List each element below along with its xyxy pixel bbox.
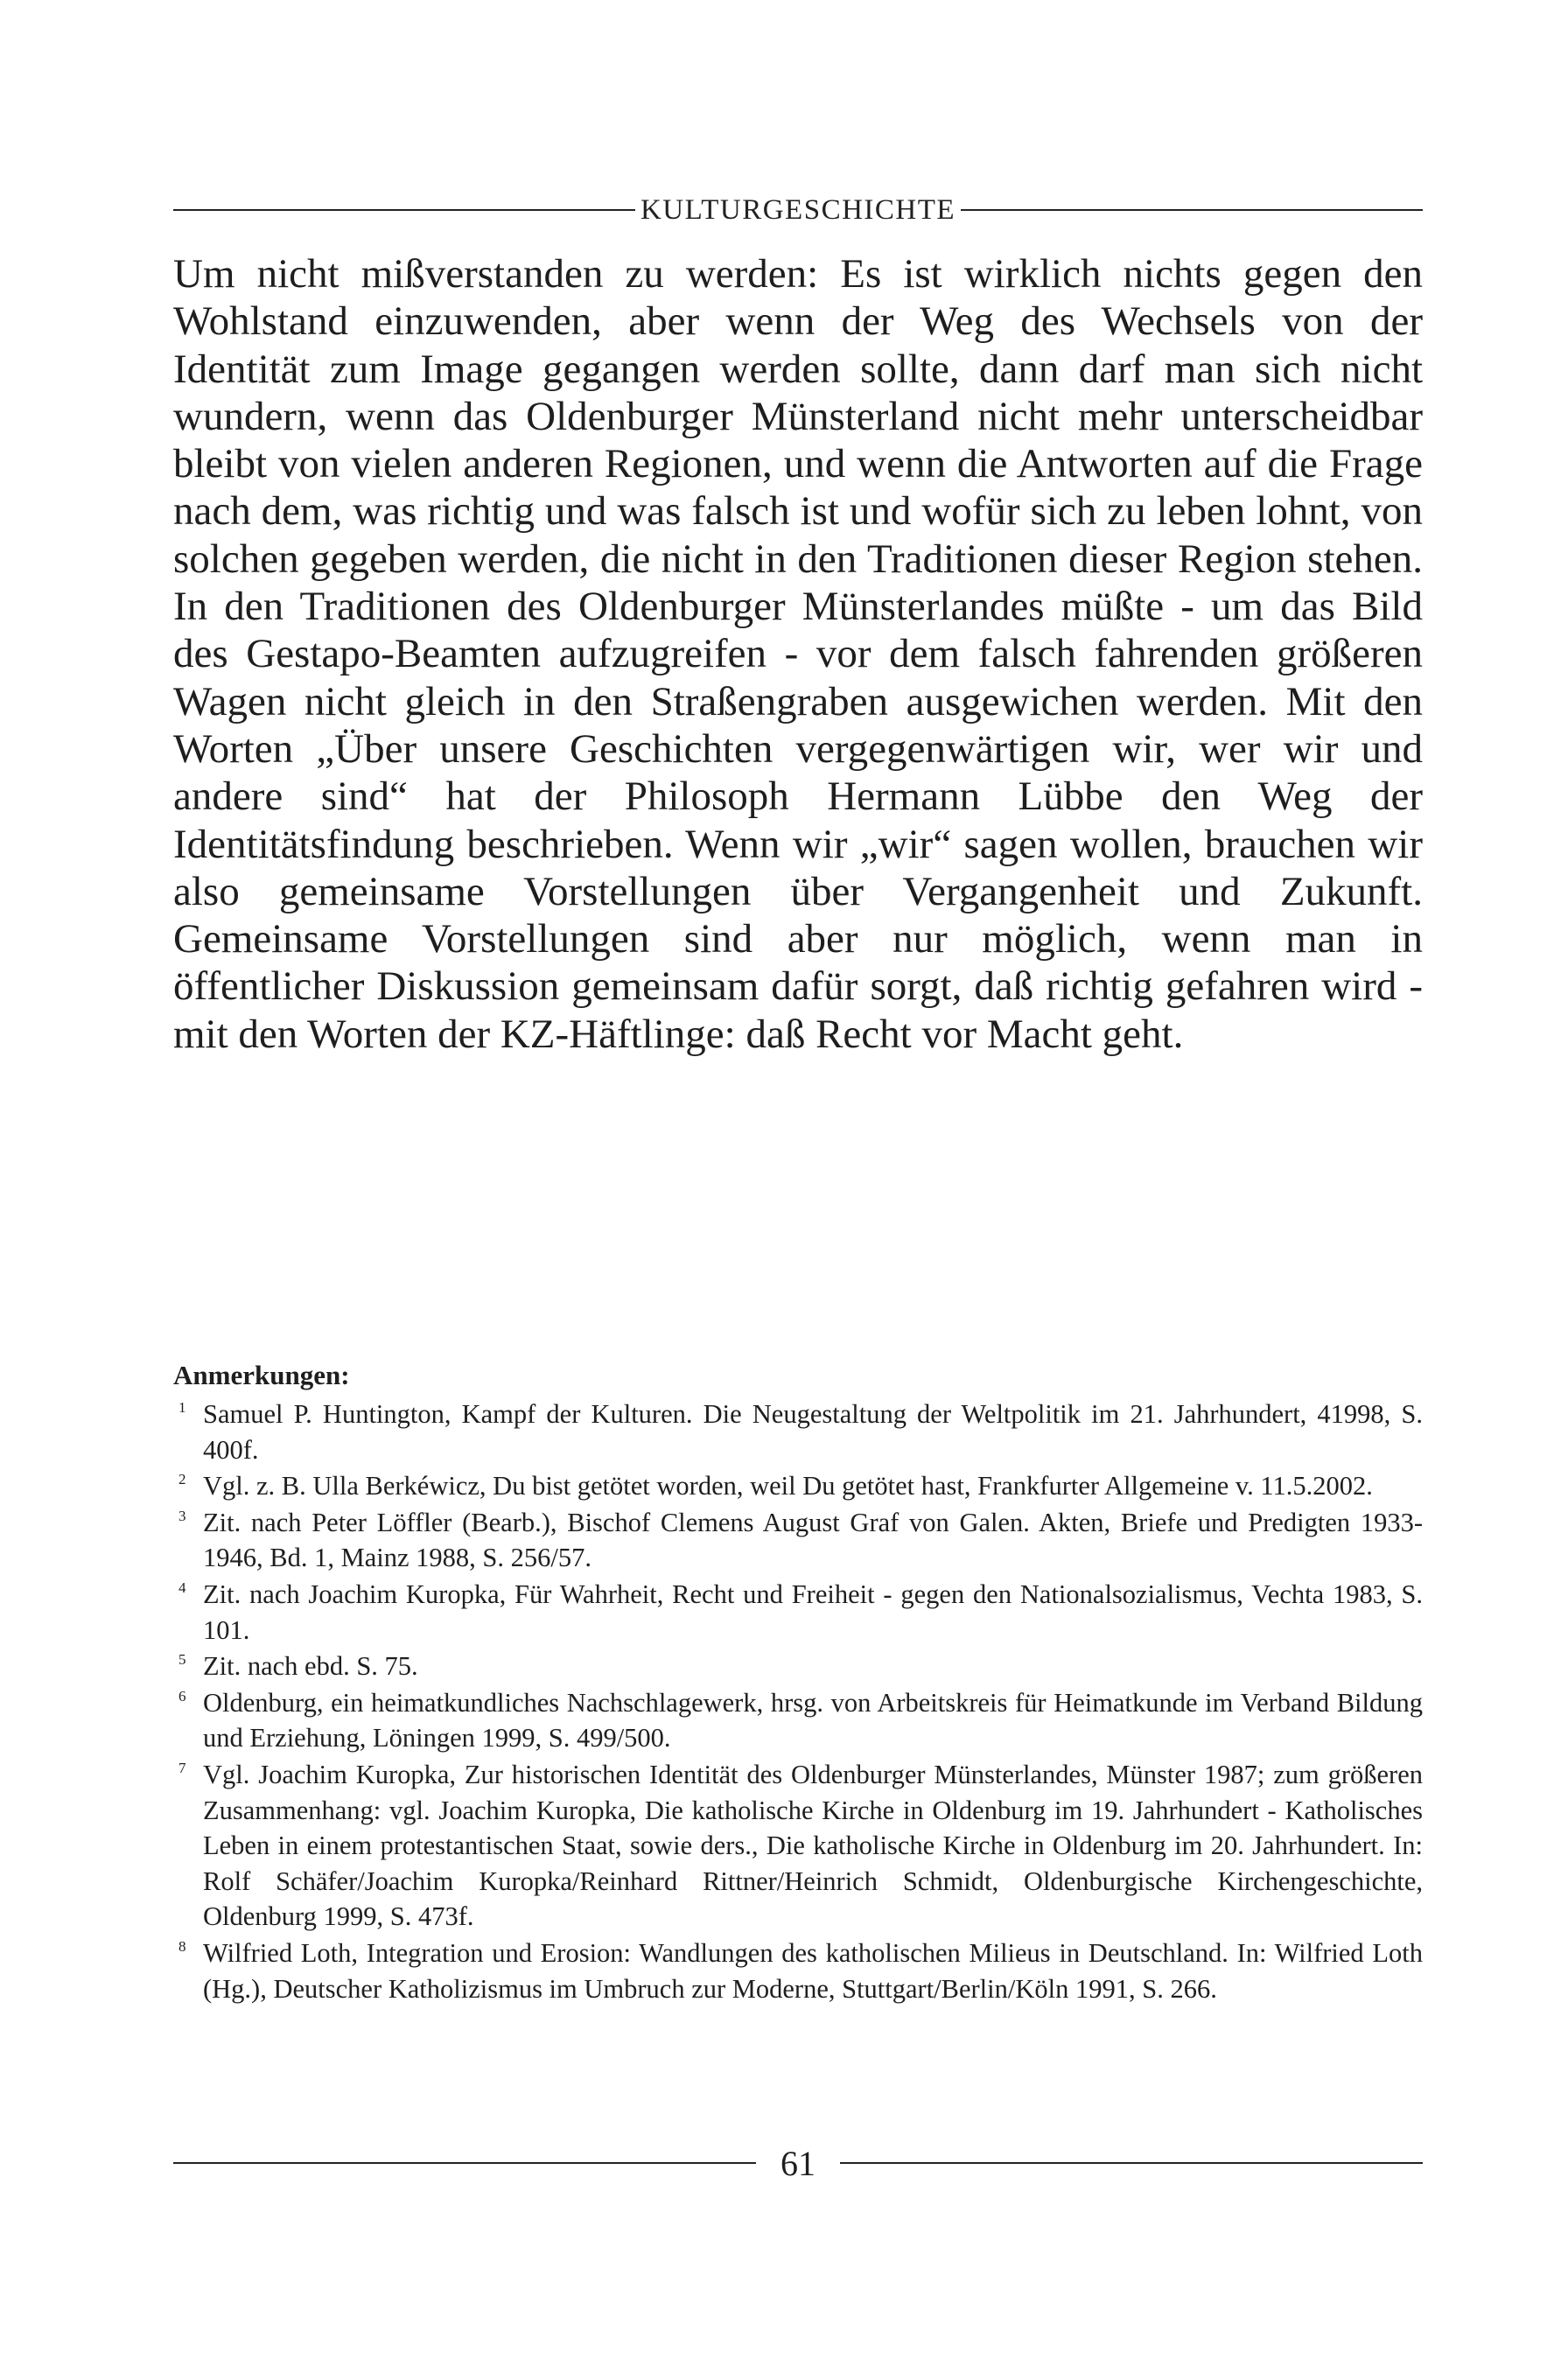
- header-rule-left: [173, 209, 635, 211]
- footnote-number: 2: [178, 1471, 186, 1488]
- footnote: [173, 1936, 1423, 2006]
- running-head: [173, 191, 1423, 229]
- footnote-number: 1: [178, 1399, 186, 1416]
- footnote-text: Samuel P. Huntington, Kampf der Kulturen. Die Neugestaltung der Weltpolitik im 21. Jahrhundert, 41998, S. 400f.: [203, 1399, 1423, 1465]
- page-number: 61: [780, 2143, 816, 2183]
- footnote-number: 8: [178, 1937, 186, 1955]
- header-rule-right: [961, 209, 1423, 211]
- footnote-text: Wilfried Loth, Integration und Erosion: Wandlungen des katholischen Milieus in Deutschland. In: Wilfried Loth (Hg.), Deutscher Katholizismus im Umbruch zur Moderne, Stuttgart/Berlin/Köln 1991, S. 266.: [203, 1937, 1423, 2004]
- footnote-text: Vgl. Joachim Kuropka, Zur historischen Identität des Oldenburger Münsterlandes, Münster 1987; zum größeren Zusammenhang: vgl. Joachim Kuropka, Die katholische Kirche in Oldenburg im 19. Jahrhundert - Katholisches Leben in einem protestantischen Staat, sowie ders., Die katholische Kirche in Oldenburg im 20. Jahrhundert. In: Rolf Schäfer/Joachim Kuropka/Reinhard Rittner/Heinrich Schmidt, Oldenburgische Kirchengeschichte, Oldenburg 1999, S. 473f.: [203, 1759, 1423, 1932]
- footer-rule-left: [173, 2162, 756, 2164]
- footnote-number: 4: [178, 1578, 186, 1596]
- footnote-text: Oldenburg, ein heimatkundliches Nachschlagewerk, hrsg. von Arbeitskreis für Heimatkunde im Verband Bildung und Erziehung, Löningen 1999, S. 499/500.: [203, 1687, 1423, 1754]
- footnote: [173, 1648, 1423, 1684]
- footnote: [173, 1396, 1423, 1467]
- page-footer: [173, 2138, 1423, 2188]
- footnote: [173, 1757, 1423, 1935]
- footnote-list: [173, 1396, 1423, 2007]
- footnote-number: 5: [178, 1651, 186, 1669]
- body-paragraph: Um nicht mißverstanden zu werden: Es ist wirklich nichts gegen den Wohlstand einzuwenden, aber wenn der Weg des Wechsels von der Identität zum Image gegangen werden sollte, dann darf man sich nicht wundern, wenn das Oldenburger Münsterland nicht mehr unterscheidbar bleibt von vielen anderen Regionen, und wenn die Antworten auf die Frage nach dem, was richtig und was falsch ist und wofür sich zu leben lohnt, von solchen gegeben werden, die nicht in den Traditionen dieser Region stehen. In den Traditionen des Oldenburger Münsterlandes müßte - um das Bild des Gestapo-Beamten aufzugreifen - vor dem falsch fahrenden größeren Wagen nicht gleich in den Straßengraben ausgewichen werden. Mit den Worten „Über unsere Geschichten vergegenwärtigen wir, wer wir und andere sind“ hat der Philosoph Hermann Lübbe den Weg der Identitätsfindung beschrieben. Wenn wir „wir“ sagen wollen, brauchen wir also gemeinsame Vorstellungen über Vergangenheit und Zukunft. Gemeinsame Vorstellungen sind aber nur möglich, wenn man in öffentlicher Diskussion gemeinsam dafür sorgt, daß richtig gefahren wird - mit den Worten der KZ-Häftlinge: daß Recht vor Macht geht.: [173, 251, 1423, 1057]
- footnote: [173, 1685, 1423, 1756]
- footnote: [173, 1468, 1423, 1504]
- running-title: KULTURGESCHICHTE: [640, 193, 956, 226]
- footnote-text: Zit. nach Joachim Kuropka, Für Wahrheit, Recht und Freiheit - gegen den Nationalsozialismus, Vechta 1983, S. 101.: [203, 1578, 1423, 1645]
- footnote-text: Zit. nach Peter Löffler (Bearb.), Bischof Clemens August Graf von Galen. Akten, Briefe und Predigten 1933-1946, Bd. 1, Mainz 1988, S. 256/57.: [203, 1507, 1423, 1573]
- footnote-text: Zit. nach ebd. S. 75.: [203, 1651, 418, 1682]
- footnote-number: 7: [178, 1759, 186, 1776]
- footnote-number: 6: [178, 1687, 186, 1704]
- footnote-number: 3: [178, 1507, 186, 1524]
- footnote: [173, 1505, 1423, 1576]
- footnote-text: Vgl. z. B. Ulla Berkéwicz, Du bist getötet worden, weil Du getötet hast, Frankfurter Allgemeine v. 11.5.2002.: [203, 1471, 1373, 1502]
- footer-rule-right: [840, 2162, 1423, 2164]
- footnote: [173, 1577, 1423, 1648]
- notes-heading: Anmerkungen:: [173, 1360, 350, 1390]
